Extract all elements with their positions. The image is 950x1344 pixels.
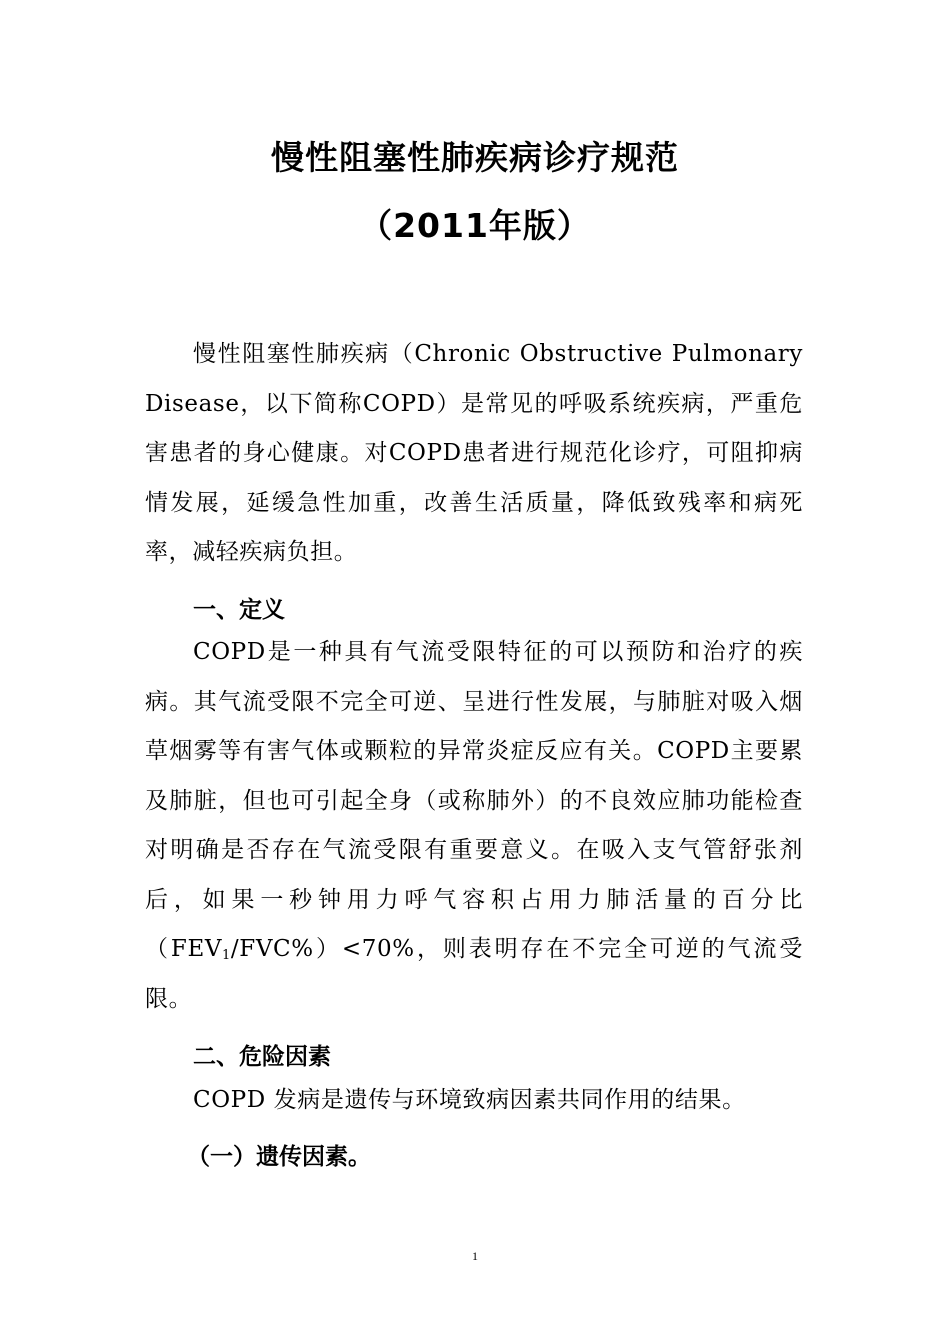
section-2-heading: 二、危险因素 <box>193 1044 331 1070</box>
document-title: 慢性阻塞性肺疾病诊疗规范 <box>271 138 679 177</box>
section-1-subscript: 1 <box>222 948 231 963</box>
page-number: 1 <box>472 1249 478 1263</box>
section-2-paragraph: COPD 发病是遗传与环境致病因素共同作用的结果。 <box>193 1087 746 1113</box>
section-2-subheading: （一）遗传因素。 <box>187 1144 371 1170</box>
section-1-heading: 一、定义 <box>193 597 285 623</box>
section-1-text-before: COPD是一种具有气流受限特征的可以预防和治疗的疾病。其气流受限不完全可逆、呈进行性发展，与肺脏对吸入烟草烟雾等有害气体或颗粒的异常炎症反应有关。COPD主要累及肺脏，但也可引起全身（或称肺外）的不良效应肺功能检查对明确是否存在气流受限有重要意义。在吸入支气管舒张剂后，如果一秒钟用力呼气容积占用力肺活量的百分比（FEV <box>145 639 803 962</box>
section-1-paragraph <box>145 628 803 1024</box>
section-1-text-after: /FVC%）<70%，则表明存在不完全可逆的气流受限。 <box>145 936 803 1012</box>
document-subtitle: （2011年版） <box>359 206 591 245</box>
intro-paragraph: 慢性阻塞性肺疾病（Chronic Obstructive Pulmonary Disease，以下简称COPD）是常见的呼吸系统疾病，严重危害患者的身心健康。对COPD患者进行规范化诊疗，可阻抑病情发展，延缓急性加重，改善生活质量，降低致残率和病死率，减轻疾病负担。 <box>145 341 803 565</box>
